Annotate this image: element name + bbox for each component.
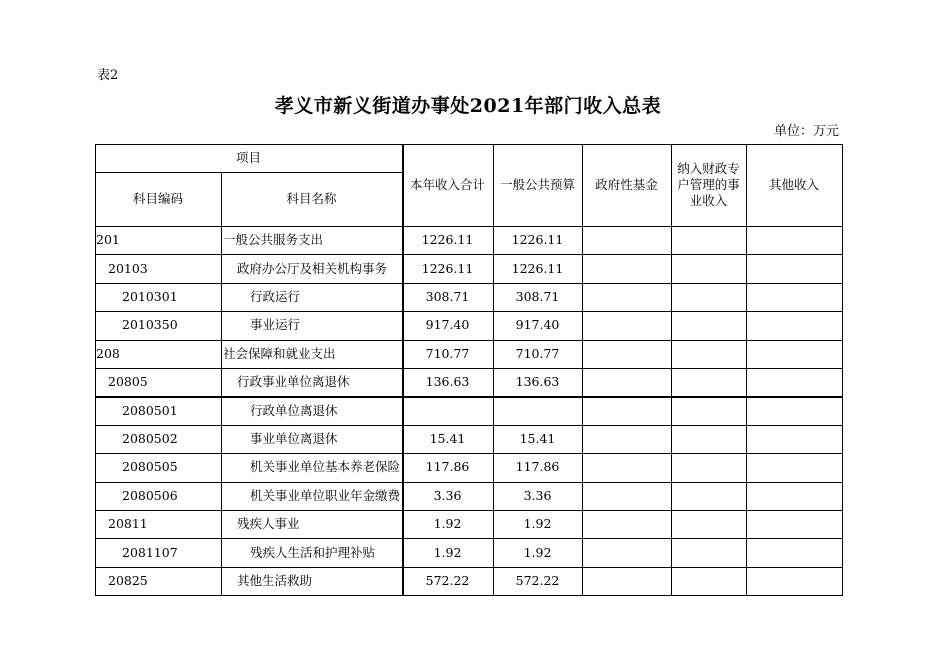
row-general-budget: 572.22 xyxy=(515,572,560,588)
row-total: 15.41 xyxy=(429,430,466,446)
table-border-bottom xyxy=(95,595,842,596)
row-code: 20103 xyxy=(108,260,148,276)
row-general-budget: 1.92 xyxy=(523,516,552,532)
row-divider xyxy=(95,254,842,255)
row-name: 政府办公厅及相关机构事务 xyxy=(237,260,388,276)
row-general-budget: 917.40 xyxy=(515,317,560,333)
header-bottom-line xyxy=(95,226,842,227)
header-fiscal-special: 纳入财政专户管理的事业收入 xyxy=(677,161,740,208)
row-divider xyxy=(95,567,842,568)
row-general-budget: 3.36 xyxy=(523,487,552,503)
row-general-budget: 117.86 xyxy=(515,459,560,475)
header-name: 科目名称 xyxy=(286,191,337,206)
row-code: 201 xyxy=(96,232,120,248)
row-name: 行政事业单位离退休 xyxy=(237,374,350,390)
row-general-budget: 15.41 xyxy=(519,430,556,446)
row-total: 117.86 xyxy=(425,459,470,475)
row-code: 20825 xyxy=(108,572,148,588)
row-general-budget: 1226.11 xyxy=(511,232,564,248)
row-name: 其他生活救助 xyxy=(237,572,313,588)
row-name: 一般公共服务支出 xyxy=(223,232,324,248)
row-total: 1.92 xyxy=(433,516,462,532)
row-total: 136.63 xyxy=(425,374,470,390)
row-general-budget: 710.77 xyxy=(515,345,560,361)
row-divider xyxy=(95,425,842,426)
row-divider xyxy=(95,340,842,341)
header-gov-fund: 政府性基金 xyxy=(595,177,658,192)
row-code: 2080501 xyxy=(122,402,178,418)
header-other: 其他收入 xyxy=(768,177,819,192)
row-code: 2010301 xyxy=(122,288,178,304)
row-divider xyxy=(95,311,842,312)
row-total: 308.71 xyxy=(425,288,470,304)
row-divider xyxy=(95,538,842,539)
row-general-budget: 1226.11 xyxy=(511,260,564,276)
row-name: 行政单位离退休 xyxy=(250,402,338,418)
row-general-budget: 308.71 xyxy=(515,288,560,304)
page-title: 孝义市新义街道办事处2021年部门收入总表 xyxy=(274,95,662,117)
table-border-top xyxy=(95,144,842,145)
table-border-right xyxy=(842,144,843,596)
row-code: 2080502 xyxy=(122,430,178,446)
row-total: 1226.11 xyxy=(421,232,474,248)
row-divider xyxy=(95,453,842,454)
row-name: 社会保障和就业支出 xyxy=(223,345,336,361)
table-border-left xyxy=(95,144,96,596)
header-total: 本年收入合计 xyxy=(409,177,485,192)
row-total: 572.22 xyxy=(425,572,470,588)
row-code: 2080505 xyxy=(122,459,178,475)
row-general-budget: 1.92 xyxy=(523,544,552,560)
row-divider xyxy=(95,283,842,284)
row-divider xyxy=(95,396,842,398)
row-name: 机关事业单位职业年金缴费 xyxy=(250,487,401,503)
row-total: 3.36 xyxy=(433,487,462,503)
row-code: 2081107 xyxy=(122,544,178,560)
row-name: 事业单位离退休 xyxy=(250,430,338,446)
row-code: 2080506 xyxy=(122,487,178,503)
row-name: 残疾人生活和护理补贴 xyxy=(250,544,376,560)
unit-label: 单位：万元 xyxy=(773,124,839,139)
header-divider xyxy=(95,172,402,173)
row-name: 残疾人事业 xyxy=(237,516,300,532)
row-divider xyxy=(95,368,842,369)
header-general-budget: 一般公共预算 xyxy=(499,177,575,192)
col-divider-code xyxy=(221,172,222,595)
row-total xyxy=(402,396,493,424)
col-divider-name xyxy=(402,144,404,595)
table-number: 表2 xyxy=(97,68,119,83)
row-code: 208 xyxy=(96,345,120,361)
row-divider xyxy=(95,510,842,511)
row-total: 710.77 xyxy=(425,345,470,361)
header-project: 项目 xyxy=(235,150,261,165)
row-general-budget xyxy=(493,396,582,424)
row-name: 机关事业单位基本养老保险 xyxy=(250,459,401,475)
row-total: 917.40 xyxy=(425,317,470,333)
header-code: 科目编码 xyxy=(132,191,183,206)
row-code: 20805 xyxy=(108,374,148,390)
row-name: 行政运行 xyxy=(250,288,301,304)
col-divider xyxy=(746,144,747,595)
col-divider xyxy=(671,144,672,595)
row-general-budget: 136.63 xyxy=(515,374,560,390)
col-divider xyxy=(582,144,583,595)
row-divider xyxy=(95,482,842,483)
row-total: 1226.11 xyxy=(421,260,474,276)
row-code: 20811 xyxy=(108,516,148,532)
row-code: 2010350 xyxy=(122,317,178,333)
row-name: 事业运行 xyxy=(250,317,301,333)
row-total: 1.92 xyxy=(433,544,462,560)
col-divider xyxy=(493,144,494,595)
